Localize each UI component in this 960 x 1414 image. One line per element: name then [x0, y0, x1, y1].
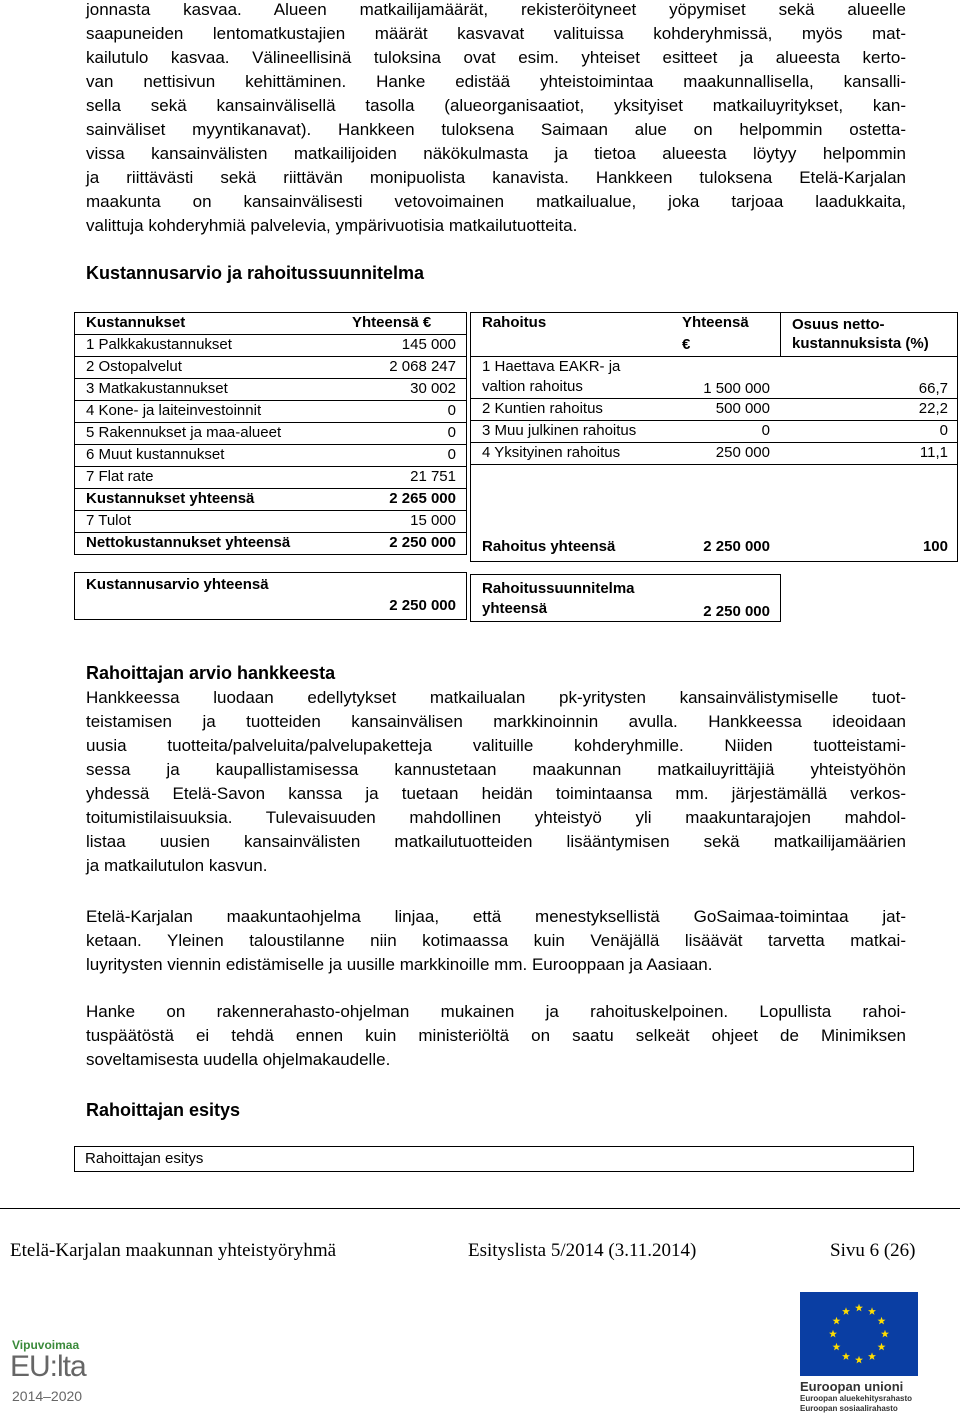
star-icon — [878, 1317, 886, 1325]
star-icon — [881, 1330, 889, 1338]
costs-row-label: 4 Kone- ja laiteinvestoinnit — [86, 402, 262, 419]
funding-header-share: Osuus netto- — [792, 316, 885, 333]
costs-row-label: Nettokustannukset yhteensä — [86, 534, 291, 551]
costs-row-label: 3 Matkakustannukset — [86, 380, 228, 397]
footer-organization: Etelä-Karjalan maakunnan yhteistyöryhmä — [10, 1240, 337, 1261]
eu-fund-1: Euroopan aluekehitysrahasto — [800, 1394, 913, 1403]
costs-row-label: 7 Tulot — [86, 512, 132, 529]
funding-row-share: 0 — [939, 422, 948, 439]
funding-row-label: 2 Kuntien rahoitus — [482, 400, 603, 417]
text-line: Etelä-Karjalan maakuntaohjelma linjaa, että menestyksellistä GoSaimaa-toimintaa jat- — [86, 907, 906, 926]
text-line: sainväliset myyntikanavat). Hankkeen tuloksena Saimaan alue on helpommin ostetta- — [86, 120, 906, 139]
text-line: maakunta on kansainvälisesti vetovoimainen matkailualue, joka tarjoaa laadukkaita, — [86, 192, 906, 211]
text-line: vissa kansainvälisten matkailijoiden näkökulmasta ja tietoa alueesta löytyy helpommin — [86, 144, 906, 163]
star-icon — [842, 1307, 850, 1315]
eu-fund-2: Euroopan sosiaalirahasto — [800, 1404, 898, 1413]
text-line: uusia tuotteita/palveluita/palvelupaketteja valituille kohderyhmille. Niiden tuotteistami- — [86, 736, 906, 755]
funding-sum-value: 2 250 000 — [703, 538, 770, 555]
costs-row-value: 0 — [447, 424, 456, 441]
proposal-box-label: Rahoittajan esitys — [85, 1150, 204, 1167]
period-label: 2014–2020 — [12, 1388, 83, 1404]
assessment-heading: Rahoittajan arvio hankkeesta — [86, 663, 336, 683]
proposal-box — [74, 1146, 914, 1172]
text-line: Hankkeessa luodaan edellytykset matkailualan pk-yritysten kansainvälistymiselle tuot- — [86, 688, 906, 707]
costs-row-label: Kustannukset yhteensä — [86, 490, 255, 507]
funding-header-label: Rahoitus — [482, 314, 547, 331]
star-icon — [829, 1330, 837, 1338]
assessment-paragraph-2 — [86, 905, 906, 977]
funding-sum-share: 100 — [922, 538, 948, 555]
text-line: soveltamisesta uudella ohjelmakaudelle. — [86, 1050, 391, 1069]
text-line: sessa ja kaupallistamisessa kannustetaan maakunnan matkailuyrittäjiä yhteistyöhön — [86, 760, 906, 779]
funding-plan-label: Rahoitussuunnitelma — [482, 580, 635, 597]
costs-row-label: 7 Flat rate — [86, 468, 154, 485]
funding-row-value: 0 — [761, 422, 770, 439]
budget-heading: Kustannusarvio ja rahoitussuunnitelma — [86, 263, 425, 283]
vipuvoimaa-label: Vipuvoimaa — [12, 1338, 80, 1352]
eu-text — [800, 1380, 940, 1414]
text-line: ja riittävästi sekä riittävän monipuolista kanavista. Hankkeen tuloksena Etelä-Karjalan — [86, 168, 906, 187]
costs-header-label: Kustannukset — [86, 314, 186, 331]
footer-agenda: Esityslista 5/2014 (3.11.2014) — [468, 1240, 697, 1261]
costs-row-label: 5 Rakennukset ja maa-alueet — [86, 424, 282, 441]
funding-row-label: 1 Haettava EAKR- ja — [482, 358, 621, 375]
costs-row-value: 0 — [447, 402, 456, 419]
funding-row-share: 22,2 — [918, 400, 948, 417]
text-line: kailutulo kasvaa. Välineellisinä tuloksina ovat esim. yhteiset esitteet ja alueesta kerto- — [86, 48, 906, 67]
star-icon — [868, 1307, 876, 1315]
footer-rule — [0, 1208, 960, 1209]
costs-total-value: 2 250 000 — [389, 597, 456, 614]
funding-sum-label: Rahoitus yhteensä — [482, 538, 616, 555]
eu-stars — [800, 1292, 918, 1376]
text-line: ja matkailutulon kasvun. — [86, 856, 268, 875]
text-line: yhdessä Etelä-Savon kanssa ja tuetaan heidän toimintaansa mm. järjestämällä verkos- — [86, 784, 906, 803]
text-line: sella sekä kansainvälisellä tasolla (alueorganisaatiot, yksityiset matkailuyritykset, kan- — [86, 96, 906, 115]
text-line: saapuneiden lentomatkustajien määrät kasvavat valituissa kohderyhmissä, myös mat- — [86, 24, 906, 43]
text-line: valittuja kohderyhmiä palvelevia, ympärivuotisia matkailutuotteita. — [86, 216, 578, 235]
costs-row-label: 6 Muut kustannukset — [86, 446, 225, 463]
text-line: ketaan. Yleinen taloustilanne niin kotimaassa kuin Venäjällä lisäävät tarvetta matkai- — [86, 931, 906, 950]
funding-row-share: 66,7 — [918, 380, 948, 397]
funding-row-value: 500 000 — [715, 400, 770, 417]
footer-page: Sivu 6 (26) — [830, 1240, 916, 1261]
assessment-paragraph-3 — [86, 1000, 906, 1072]
funding-row-label-2: valtion rahoitus — [482, 378, 583, 395]
costs-header-total: Yhteensä € — [352, 314, 432, 331]
costs-row-value: 0 — [447, 446, 456, 463]
star-icon — [878, 1343, 886, 1351]
star-icon — [868, 1352, 876, 1360]
text-line: van nettisivun kehittäminen. Hanke edistää yhteistoimintaa maakunnallisella, kansalli- — [86, 72, 906, 91]
funding-header-total: Yhteensä — [682, 314, 749, 331]
eu-label: Euroopan unioni — [800, 1379, 904, 1394]
eulta-label: EU:lta — [10, 1350, 86, 1383]
funding-header-currency: € — [682, 336, 691, 353]
costs-row-label: 2 Ostopalvelut — [86, 358, 182, 375]
funding-row-share: 11,1 — [919, 444, 948, 461]
vipuvoimaa-logo — [10, 1338, 120, 1406]
col-divider — [780, 312, 781, 356]
text-line: jonnasta kasvaa. Alueen matkailijamäärät, rekisteröityneet yöpymiset sekä alueelle — [86, 0, 906, 19]
costs-row-value: 2 068 247 — [389, 358, 456, 375]
star-icon — [832, 1343, 840, 1351]
costs-total-label: Kustannusarvio yhteensä — [86, 576, 269, 593]
star-icon — [855, 1356, 863, 1364]
funding-header-share-2: kustannuksista (%) — [792, 335, 929, 352]
eu-flag-icon — [800, 1292, 918, 1376]
funding-row-label: 3 Muu julkinen rahoitus — [482, 422, 637, 439]
assessment-paragraph-1 — [86, 686, 906, 878]
star-icon — [832, 1317, 840, 1325]
costs-row-value: 2 265 000 — [389, 490, 456, 507]
funding-row-value: 1 500 000 — [703, 380, 770, 397]
intro-paragraph — [86, 0, 906, 238]
funding-plan-value: 2 250 000 — [703, 603, 770, 620]
text-line: listaa uusien kansainvälisten matkailutuotteiden lisääntymisen sekä matkailijamäärien — [86, 832, 906, 851]
funding-row-value: 250 000 — [715, 444, 770, 461]
text-line: luyritysten viennin edistämiselle ja uusille markkinoille mm. Eurooppaan ja Aasiaan. — [86, 955, 713, 974]
proposal-heading: Rahoittajan esitys — [86, 1100, 241, 1120]
star-icon — [842, 1352, 850, 1360]
row-divider — [470, 464, 958, 465]
star-icon — [855, 1304, 863, 1312]
text-line: teistamisen ja tuotteiden kansainvälisen markkinoinnin avulla. Hankkeessa ideoidaan — [86, 712, 906, 731]
costs-row-value: 145 000 — [401, 336, 456, 353]
funding-plan-label-2: yhteensä — [482, 600, 548, 617]
costs-row-value: 21 751 — [410, 468, 456, 485]
funding-row-label: 4 Yksityinen rahoitus — [482, 444, 621, 461]
text-line: tuspäätöstä ei tehdä ennen kuin ministeriöltä on saatu selkeät ohjeet de Minimiksen — [86, 1026, 906, 1045]
costs-row-value: 30 002 — [410, 380, 456, 397]
costs-row-label: 1 Palkkakustannukset — [86, 336, 232, 353]
text-line: toitumistilaisuuksia. Tulevaisuuden mahdollinen yhteistyö yli maakuntarajojen mahdol- — [86, 808, 906, 827]
costs-row-value: 15 000 — [410, 512, 456, 529]
text-line: Hanke on rakennerahasto-ohjelman mukainen ja rahoituskelpoinen. Lopullista rahoi- — [86, 1002, 906, 1021]
costs-row-value: 2 250 000 — [389, 534, 456, 551]
